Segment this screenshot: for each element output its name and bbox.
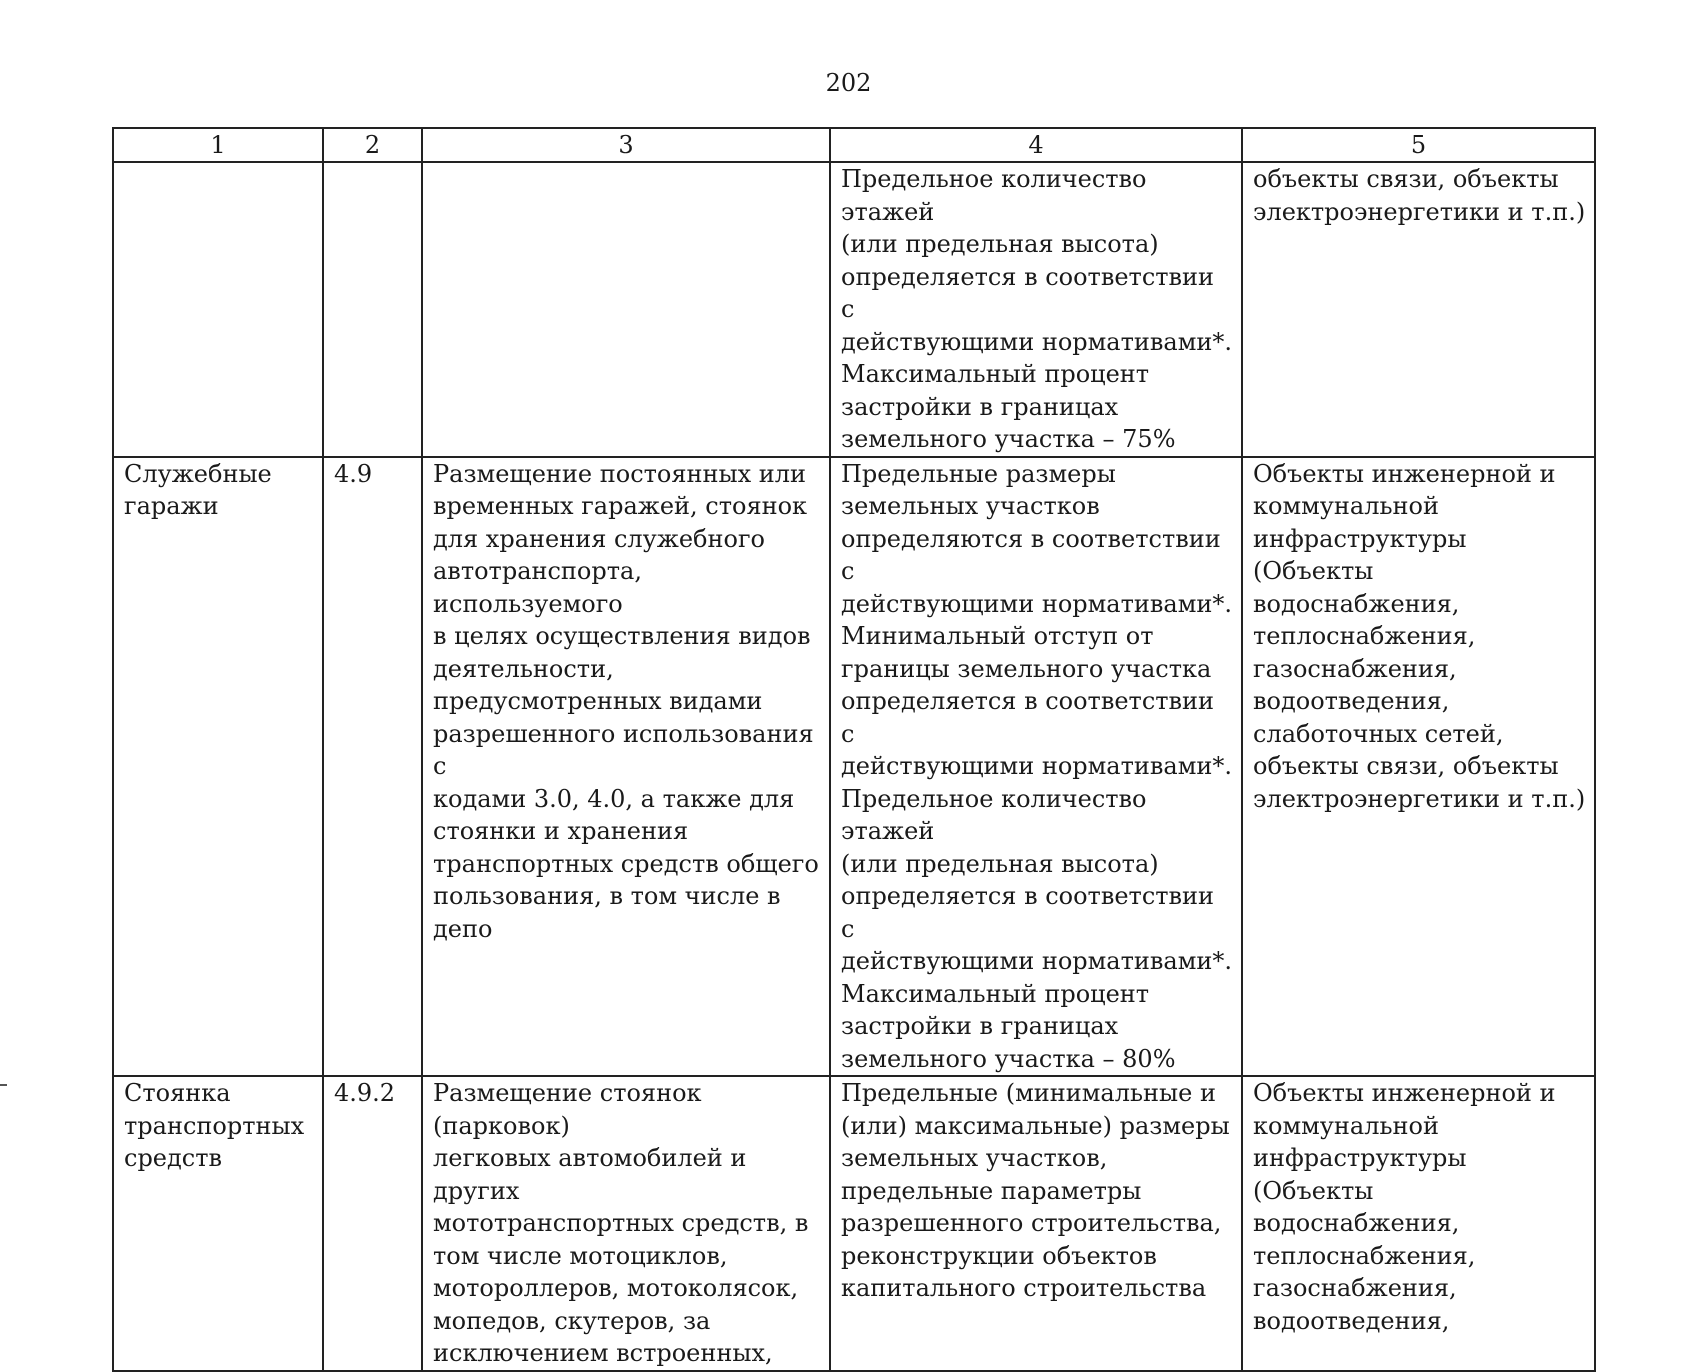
objects-cell [1242, 457, 1595, 1077]
column-header-5: 5 [1242, 128, 1595, 162]
use-code-cell [323, 1076, 422, 1371]
use-name-cell [113, 457, 323, 1077]
table-header-row [113, 128, 1595, 162]
use-description-cell [422, 1076, 830, 1371]
parameters-text: Предельное количество этажей (или предельная высота) определяется в соответствии с действующими нормативами*. Максимальный процент застройки в границах земельного участка – 75% [841, 165, 1232, 453]
use-code-cell [323, 457, 422, 1077]
parameters-cell [830, 457, 1242, 1077]
scan-edge-mark [0, 1084, 7, 1086]
table-row [113, 162, 1595, 457]
use-description-text: Размещение стоянок (парковок) легковых автомобилей и других мототранспортных средств, в том числе мотоциклов, мотороллеров, мотоколясок, мопедов, скутеров, за исключением встроенных, [433, 1079, 809, 1367]
table-row [113, 1076, 1595, 1371]
parameters-cell [830, 1076, 1242, 1371]
objects-text: Объекты инженерной и коммунальной инфраструктуры (Объекты водоснабжения, теплоснабжения, газоснабжения, водоотведения, [1253, 1079, 1556, 1335]
objects-text: Объекты инженерной и коммунальной инфраструктуры (Объекты водоснабжения, теплоснабжения, газоснабжения, водоотведения, слаботочных сетей, объекты связи, объекты электроэнергетики и т.п.) [1253, 459, 1586, 813]
use-name-text: Стоянка транспортных средств [124, 1079, 305, 1172]
use-name-text: Служебные гаражи [124, 459, 272, 520]
use-code-cell [323, 162, 422, 457]
parameters-text: Предельные (минимальные и (или) максимальные) размеры земельных участков, предельные параметры разрешенного строительства, реконструкции объектов капитального строительства [841, 1079, 1230, 1302]
use-code-text: 4.9.2 [334, 1079, 396, 1107]
use-name-cell [113, 1076, 323, 1371]
use-code-text: 4.9 [334, 459, 373, 488]
use-name-cell [113, 162, 323, 457]
page-number: 202 [825, 69, 872, 97]
objects-text: объекты связи, объекты электроэнергетики и т.п.) [1253, 165, 1586, 226]
objects-cell [1242, 1076, 1595, 1371]
column-header-4: 4 [830, 128, 1242, 162]
table-row [113, 457, 1595, 1077]
column-header-1: 1 [113, 128, 323, 162]
zoning-table [112, 127, 1596, 1372]
objects-cell [1242, 162, 1595, 457]
column-header-3: 3 [422, 128, 830, 162]
use-description-text: Размещение постоянных или временных гаражей, стоянок для хранения служебного автотранспорта, используемого в целях осуществления видов деятельности, предусмотренных видами разрешенного использования с кодами 3.0, 4.0, а также для стоянки и хранения транспортных средств общего пользования, в том числе в депо [433, 459, 819, 943]
parameters-text: Предельные размеры земельных участков определяются в соответствии с действующими нормативами*. Минимальный отступ от границы земельного участка определяется в соответствии с действующими нормативами*. Предельное количество этажей (или предельная высота) определяется в соответствии с действующими нормативами*. Максимальный процент застройки в границах земельного участка – 80% [841, 459, 1232, 1073]
use-description-cell [422, 162, 830, 457]
use-description-cell [422, 457, 830, 1077]
column-header-2: 2 [323, 128, 422, 162]
parameters-cell [830, 162, 1242, 457]
